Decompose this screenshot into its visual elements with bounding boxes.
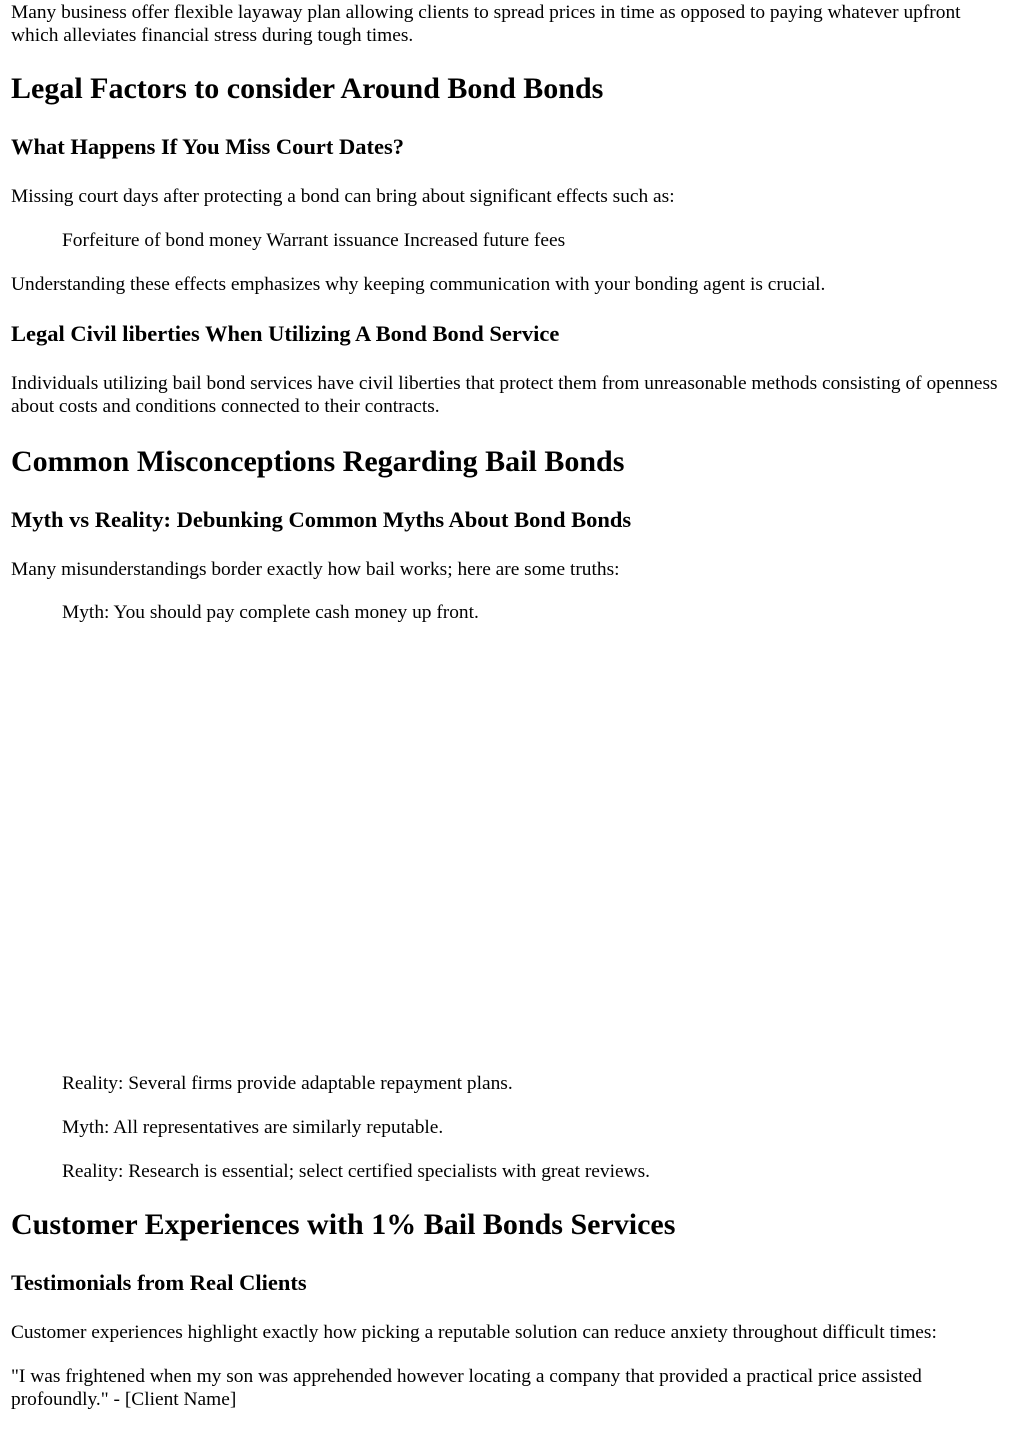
myth-item-2: Myth: All representatives are similarly reputable. xyxy=(62,1117,444,1138)
miss-court-heading: What Happens If You Miss Court Dates? xyxy=(11,134,404,159)
misconceptions-heading: Common Misconceptions Regarding Bail Bonds xyxy=(11,445,625,478)
legal-rights-paragraph: Individuals utilizing bail bond services have civil liberties that protect them from unreasonable methods consisting of openness about costs and conditions connected to their contracts. xyxy=(11,373,998,417)
myth-item-1: Myth: You should pay complete cash money up front. xyxy=(62,602,479,623)
legal-factors-heading: Legal Factors to consider Around Bond Bonds xyxy=(11,72,604,105)
legal-rights-heading: Legal Civil liberties When Utilizing A Bond Bond Service xyxy=(11,321,560,346)
reality-item-2: Reality: Research is essential; select certified specialists with great reviews. xyxy=(62,1161,650,1182)
reality-item-1: Reality: Several firms provide adaptable repayment plans. xyxy=(62,1073,513,1094)
customer-experiences-heading: Customer Experiences with 1% Bail Bonds Services xyxy=(11,1208,676,1241)
miss-court-followup: Understanding these effects emphasizes why keeping communication with your bonding agent is crucial. xyxy=(11,274,826,295)
myth-vs-reality-heading: Myth vs Reality: Debunking Common Myths About Bond Bonds xyxy=(11,507,632,532)
testimonials-paragraph: Customer experiences highlight exactly how picking a reputable solution can reduce anxiety throughout difficult times: xyxy=(11,1322,937,1343)
testimonials-heading: Testimonials from Real Clients xyxy=(11,1270,307,1295)
embedded-media-placeholder xyxy=(62,636,962,1056)
consequences-quote: Forfeiture of bond money Warrant issuance Increased future fees xyxy=(62,230,566,251)
intro-paragraph: Many business offer flexible layaway plan allowing clients to spread prices in time as opposed to paying whatever upfront which alleviates financial stress during tough times. xyxy=(11,2,961,46)
client-testimonial-quote: "I was frightened when my son was apprehended however locating a company that provided a practical price assisted profoundly." - [Client Name] xyxy=(11,1366,922,1410)
myths-intro-paragraph: Many misunderstandings border exactly how bail works; here are some truths: xyxy=(11,559,620,580)
miss-court-paragraph: Missing court days after protecting a bond can bring about significant effects such as: xyxy=(11,186,675,207)
